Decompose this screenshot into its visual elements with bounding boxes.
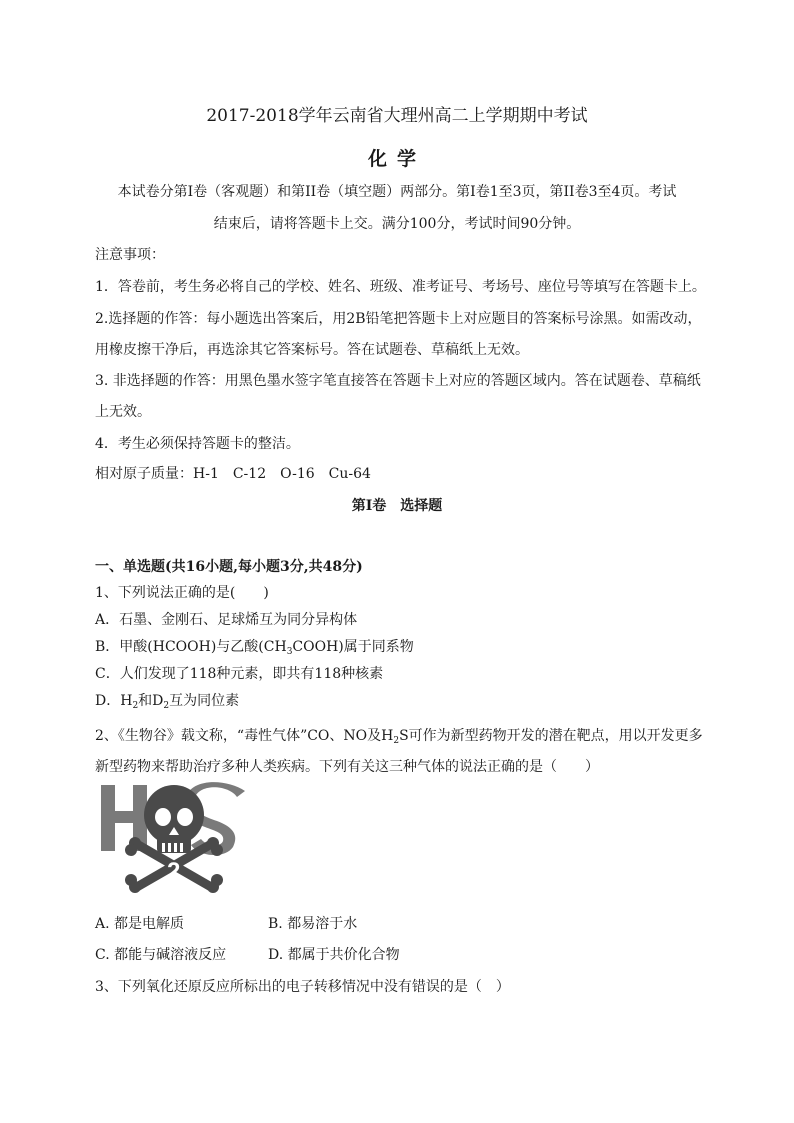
q2-option-c: C. 都能与碱溶液反应 xyxy=(95,947,227,963)
svg-text:2: 2 xyxy=(167,858,181,885)
note-3-line-2: 上无效。 xyxy=(95,404,151,420)
note-2-line-2: 用橡皮擦干净后，再选涂其它答案标号。答在试题卷、草稿纸上无效。 xyxy=(95,342,529,358)
q2-stem-line-1: 2、《生物谷》载文称，“毒性气体”CO、NO及$H_2S$可作为新型药物开发的潜在靶点，用以开发更多 xyxy=(95,728,703,746)
h2s-skull-logo xyxy=(97,777,247,905)
exam-title: 2017-2018学年云南省大理州高二上学期期中考试 xyxy=(206,106,588,126)
note-1: 1．答卷前，考生务必将自己的学校、姓名、班级、准考证号、考场号、座位号等填写在答题卡上。 xyxy=(95,279,706,295)
note-2-line-1: 2.选择题的作答：每小题选出答案后，用2B铅笔把答题卡上对应题目的答案标号涂黑。如需改动， xyxy=(95,311,702,327)
q2-option-b: B. 都易溶于水 xyxy=(268,916,358,932)
notes-heading: 注意事项： xyxy=(95,247,165,263)
q2-stem-line-2: 新型药物来帮助治疗多种人类疾病。下列有关这三种气体的说法正确的是（ ） xyxy=(95,759,599,775)
q1-option-b: B．甲酸(HCOOH)与乙酸$(CH_3COOH)$属于同系物 xyxy=(95,639,414,657)
atomic-mass-line: 相对原子质量：H-1 C-12 O-16 Cu-64 xyxy=(95,466,371,482)
note-4: 4．考生必须保持答题卡的整洁。 xyxy=(95,436,300,452)
subject-title: 化学 xyxy=(367,148,426,170)
q1-option-c: C．人们发现了118种元素，即共有118种核素 xyxy=(95,666,384,682)
part-heading: 一、单选题(共16小题,每小题3分,共48分) xyxy=(95,559,363,575)
section-title: 第I卷 选择题 xyxy=(351,498,443,514)
note-3-line-1: 3. 非选择题的作答：用黑色墨水签字笔直接答在答题卡上对应的答题区域内。答在试题卷、草稿纸 xyxy=(95,373,701,389)
q1-option-a: A．石墨、金刚石、足球烯互为同分异构体 xyxy=(95,612,358,628)
q2-option-d: D. 都属于共价化合物 xyxy=(268,947,400,963)
q3-stem: 3、下列氧化还原反应所标出的电子转移情况中没有错误的是（ ） xyxy=(95,979,510,995)
q2-option-a: A. 都是电解质 xyxy=(95,916,185,932)
q1-option-d: D．$H_2$和$D_2$互为同位素 xyxy=(95,693,240,711)
q1-stem: 1、下列说法正确的是( ) xyxy=(95,585,269,601)
intro-line-2: 结束后，请将答题卡上交。满分100分，考试时间90分钟。 xyxy=(213,216,581,232)
intro-line-1: 本试卷分第I卷（客观题）和第II卷（填空题）两部分。第I卷1至3页，第II卷3至4页。考试 xyxy=(117,184,677,200)
